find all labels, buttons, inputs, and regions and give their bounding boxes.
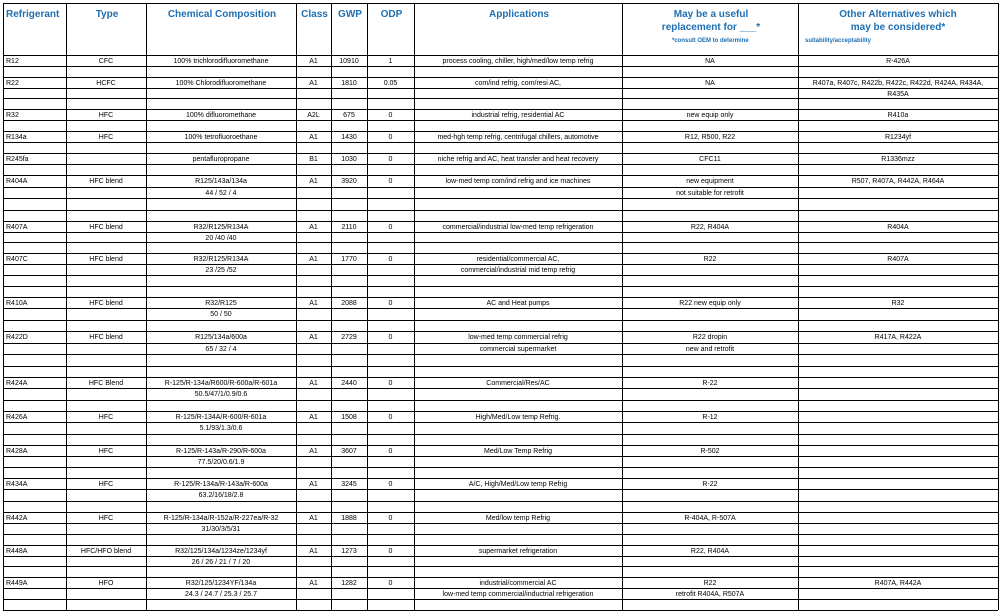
cell-class: A1: [309, 334, 318, 341]
cell-composition: 50 / 50: [210, 311, 232, 318]
cell-type: HFO: [98, 580, 114, 587]
cell-refrigerant: R32: [6, 112, 19, 119]
row-subline: [3, 366, 998, 367]
cell-alternatives: R435A: [887, 91, 909, 98]
cell-type: HCFC: [96, 80, 116, 87]
cell-composition: R-125/R-143a/R-290/R-600a: [176, 448, 266, 455]
column-divider: [3, 3, 4, 610]
cell-composition: pentafluropropane: [192, 156, 250, 163]
row-border: [3, 221, 998, 222]
cell-odp: 0: [388, 178, 393, 185]
header-odp: ODP: [380, 9, 403, 20]
cell-gwp: 1770: [341, 256, 357, 263]
cell-odp: 0: [388, 448, 393, 455]
row-border: [3, 610, 998, 611]
cell-composition: 5.1/93/1.3/0.6: [199, 425, 243, 432]
cell-odp: 0: [388, 414, 393, 421]
cell-refrigerant: R245fa: [6, 156, 29, 163]
cell-class: B1: [309, 156, 318, 163]
cell-gwp: 2440: [341, 380, 357, 387]
cell-composition: 100% difluoromethane: [185, 112, 257, 119]
header-gwp: GWP: [338, 9, 362, 20]
cell-odp: 0: [388, 515, 393, 522]
row-subline: [3, 198, 998, 199]
row-border: [3, 331, 998, 332]
cell-applications: industrial/commercial AC: [479, 580, 557, 587]
cell-odp: 0: [388, 380, 393, 387]
cell-composition: R-125/R-134A/R-600/R-601a: [175, 414, 267, 421]
cell-refrigerant: R422D: [6, 334, 28, 341]
cell-gwp: 2729: [341, 334, 357, 341]
row-subline: [3, 501, 998, 502]
row-subline: [3, 434, 998, 435]
cell-type: HFC Blend: [88, 380, 124, 387]
cell-replacement: R22 dropin: [692, 334, 728, 341]
row-subline: [3, 523, 998, 524]
cell-refrigerant: R434A: [6, 481, 28, 488]
row-subline: [3, 489, 998, 490]
header-applications: Applications: [488, 9, 549, 20]
row-subline: [3, 320, 998, 321]
row-subline: [3, 388, 998, 389]
row-subline: [3, 142, 998, 143]
cell-applications: industrial refrig, residential AC: [471, 112, 565, 119]
cell-composition: 50.5/47/1/0.9/0.6: [194, 391, 248, 398]
header-alternatives-note: suitability/acceptability: [805, 38, 872, 44]
cell-replacement: not suitable for retrofit: [676, 190, 744, 197]
row-border: [3, 253, 998, 254]
cell-odp: 0: [388, 548, 393, 555]
cell-replacement: new and retrofit: [685, 346, 735, 353]
cell-refrigerant: R410A: [6, 300, 28, 307]
cell-odp: 0: [388, 156, 393, 163]
header-replacement-note: *consult OEM to determine: [672, 38, 749, 44]
cell-gwp: 10910: [339, 58, 359, 65]
cell-type: HFC: [98, 515, 114, 522]
cell-composition: R32/R125: [205, 300, 237, 307]
row-subline: [3, 308, 998, 309]
row-border: [3, 297, 998, 298]
cell-type: HFC blend: [89, 334, 123, 341]
cell-replacement: new equip only: [686, 112, 734, 119]
cell-replacement: CFC11: [699, 156, 721, 163]
cell-class: A1: [309, 256, 318, 263]
cell-alternatives: R1234yf: [884, 134, 912, 141]
row-subline: [3, 534, 998, 535]
cell-refrigerant: R448A: [6, 548, 28, 555]
row-subline: [3, 343, 998, 344]
cell-composition: 100% trichlorodifluoromethane: [173, 58, 269, 65]
cell-odp: 1: [388, 58, 393, 65]
cell-replacement: R12, R500, R22: [684, 134, 736, 141]
cell-replacement: retrofit R404A, R507A: [675, 591, 745, 598]
cell-gwp: 3920: [341, 178, 357, 185]
row-border: [3, 131, 998, 132]
cell-replacement: R22: [703, 256, 717, 263]
cell-refrigerant: R424A: [6, 380, 28, 387]
cell-composition: 63.2/16/18/2.8: [198, 492, 244, 499]
row-border: [3, 77, 998, 78]
cell-class: A1: [309, 178, 318, 185]
cell-replacement: new equipment: [686, 178, 734, 185]
cell-type: HFC: [98, 481, 114, 488]
cell-applications: commercial/industrial low-med temp refrigeration: [442, 224, 594, 231]
cell-applications: med-hgh temp refrig, centrifugal chillers, automotive: [437, 134, 599, 141]
cell-composition: 100% Chlorodifluoromethane: [175, 80, 267, 87]
cell-alternatives: R1336mzz: [881, 156, 915, 163]
cell-gwp: 2088: [341, 300, 357, 307]
cell-applications: commercial supermarket: [479, 346, 557, 353]
cell-applications: low-med temp com/ind refrig and ice machines: [445, 178, 591, 185]
cell-odp: 0: [388, 256, 393, 263]
cell-replacement: R-404A, R-507A: [684, 515, 736, 522]
cell-replacement: R22, R404A: [690, 224, 730, 231]
row-subline: [3, 556, 998, 557]
cell-odp: 0.05: [383, 80, 398, 87]
row-subline: [3, 164, 998, 165]
cell-replacement: R-22: [702, 481, 718, 488]
cell-gwp: 2110: [341, 224, 357, 231]
cell-applications: process cooling, chiller, high/med/low temp refrig: [442, 58, 594, 65]
cell-gwp: 1888: [341, 515, 357, 522]
cell-refrigerant: R449A: [6, 580, 28, 587]
row-subline: [3, 275, 998, 276]
cell-composition: R32/R125/R134A: [193, 256, 249, 263]
cell-refrigerant: R407A: [6, 224, 28, 231]
cell-composition: R-125/R-134a/R-143a/R-600a: [174, 481, 268, 488]
cell-applications: High/Med/Low temp Refrig.: [475, 414, 561, 421]
header-replacement-line2: replacement for ___*: [661, 22, 761, 33]
cell-applications: residential/commercial AC,: [476, 256, 560, 263]
cell-refrigerant: R404A: [6, 178, 28, 185]
cell-type: HFC: [98, 134, 114, 141]
column-divider: [998, 3, 999, 610]
cell-applications: niche refrig and AC, heat transfer and heat recovery: [437, 156, 599, 163]
cell-alternatives: R407a, R407c, R422b, R422c, R422d, R424A, R434A,: [812, 80, 984, 87]
cell-composition: R125/143a/134a: [195, 178, 247, 185]
cell-odp: 0: [388, 334, 393, 341]
row-subline: [3, 120, 998, 121]
row-border: [3, 153, 998, 154]
cell-type: HFC blend: [89, 256, 123, 263]
cell-type: HFC/HFO blend: [80, 548, 132, 555]
cell-replacement: R-12: [702, 414, 718, 421]
cell-gwp: 1273: [341, 548, 357, 555]
cell-class: A1: [309, 515, 318, 522]
header-alternatives-line2: may be considered*: [850, 22, 946, 33]
cell-class: A2L: [307, 112, 320, 119]
cell-odp: 0: [388, 580, 393, 587]
row-subline: [3, 599, 998, 600]
header-bottom-border: [3, 55, 998, 56]
header-alternatives-line1: Other Alternatives which: [839, 9, 957, 20]
cell-odp: 0: [388, 112, 393, 119]
row-border: [3, 478, 998, 479]
cell-applications: low-med temp commercial refrig: [468, 334, 568, 341]
cell-odp: 0: [388, 300, 393, 307]
cell-refrigerant: R22: [6, 80, 19, 87]
cell-refrigerant: R428A: [6, 448, 28, 455]
row-subline: [3, 66, 998, 67]
cell-alternatives: R-426A: [886, 58, 910, 65]
cell-alternatives: R407A, R442A: [874, 580, 922, 587]
cell-type: HFC blend: [89, 178, 123, 185]
row-subline: [3, 286, 998, 287]
row-subline: [3, 232, 998, 233]
cell-applications: Med/Low Temp Refrig: [484, 448, 552, 455]
cell-alternatives: R417A, R422A: [874, 334, 922, 341]
cell-composition: 100% tetrofluoroethane: [184, 134, 258, 141]
cell-class: A1: [309, 414, 318, 421]
row-border: [3, 577, 998, 578]
cell-gwp: 1810: [341, 80, 357, 87]
cell-refrigerant: R442A: [6, 515, 28, 522]
header-type: Type: [95, 9, 119, 20]
cell-gwp: 3607: [341, 448, 357, 455]
row-border: [3, 545, 998, 546]
cell-composition: 20 /40 /40: [205, 235, 237, 242]
cell-replacement: R22 new equip only: [679, 300, 741, 307]
cell-composition: R32/R125/R134A: [193, 224, 249, 231]
cell-composition: R-125/R-134a/R-152a/R-227ea/R-32: [163, 515, 279, 522]
cell-refrigerant: R12: [6, 58, 19, 65]
row-subline: [3, 588, 998, 589]
cell-type: HFC: [98, 112, 114, 119]
cell-composition: R32/125/134a/1234ze/1234yf: [175, 548, 267, 555]
cell-replacement: R-22: [702, 380, 718, 387]
row-border: [3, 109, 998, 110]
row-border: [3, 377, 998, 378]
cell-type: HFC: [98, 448, 114, 455]
cell-class: A1: [309, 134, 318, 141]
cell-class: A1: [309, 481, 318, 488]
row-subline: [3, 400, 998, 401]
cell-composition: R-125/R-134a/R600/R-600a/R-601a: [164, 380, 278, 387]
cell-gwp: 675: [343, 112, 355, 119]
cell-replacement: NA: [705, 58, 715, 65]
cell-class: A1: [309, 380, 318, 387]
cell-replacement: NA: [705, 80, 715, 87]
cell-class: A1: [309, 448, 318, 455]
cell-type: HFC blend: [89, 224, 123, 231]
cell-applications: supermarket refrigeration: [478, 548, 558, 555]
table-top-border: [3, 3, 998, 4]
cell-alternatives: R410a: [887, 112, 909, 119]
cell-type: HFC: [98, 414, 114, 421]
cell-replacement: R-502: [700, 448, 720, 455]
cell-class: A1: [309, 58, 318, 65]
cell-class: A1: [309, 548, 318, 555]
cell-alternatives: R407A: [887, 256, 909, 263]
cell-class: A1: [309, 80, 318, 87]
cell-applications: commercial/industrial mid temp refrig: [460, 267, 576, 274]
cell-class: A1: [309, 580, 318, 587]
row-subline: [3, 264, 998, 265]
cell-applications: Med/low temp Refrig: [485, 515, 551, 522]
cell-alternatives: R32: [891, 300, 905, 307]
cell-type: CFC: [98, 58, 114, 65]
row-subline: [3, 456, 998, 457]
cell-class: A1: [309, 300, 318, 307]
row-subline: [3, 354, 998, 355]
cell-gwp: 1508: [341, 414, 357, 421]
cell-gwp: 3245: [341, 481, 357, 488]
cell-replacement: R22: [703, 580, 717, 587]
cell-composition: 65 / 32 / 4: [205, 346, 237, 353]
cell-applications: A/C, High/Med/Low temp Refrig: [468, 481, 568, 488]
row-border: [3, 445, 998, 446]
cell-applications: Commercial/Res/AC: [486, 380, 550, 387]
row-subline: [3, 187, 998, 188]
header-replacement-line1: May be a useful: [673, 9, 749, 20]
cell-applications: AC and Heat pumps: [486, 300, 550, 307]
cell-refrigerant: R426A: [6, 414, 28, 421]
cell-applications: low-med temp commercial/inductrial refrigeration: [442, 591, 594, 598]
cell-applications: com/ind refrig, com/resi AC,: [475, 80, 561, 87]
cell-class: A1: [309, 224, 318, 231]
cell-refrigerant: R134a: [6, 134, 27, 141]
cell-refrigerant: R407C: [6, 256, 28, 263]
cell-gwp: 1430: [341, 134, 357, 141]
cell-composition: 44 / 52 / 4: [205, 190, 237, 197]
cell-alternatives: R507, R407A, R442A, R464A: [851, 178, 945, 185]
cell-composition: R32/125/1234YF/134a: [185, 580, 257, 587]
cell-composition: 77.5/20/0.6/1.9: [197, 459, 245, 466]
cell-composition: 24.3 / 24.7 / 25.3 / 25.7: [185, 591, 257, 598]
cell-composition: 23 /25 /52: [205, 267, 237, 274]
cell-odp: 0: [388, 224, 393, 231]
cell-gwp: 1030: [341, 156, 357, 163]
cell-gwp: 1282: [341, 580, 357, 587]
cell-composition: 31/30/3/5/31: [201, 526, 241, 533]
row-border: [3, 175, 998, 176]
header-class: Class: [301, 9, 328, 20]
cell-odp: 0: [388, 134, 393, 141]
row-subline: [3, 88, 998, 89]
cell-odp: 0: [388, 481, 393, 488]
row-subline: [3, 422, 998, 423]
header-refrigerant: Refrigerant: [6, 9, 60, 20]
cell-composition: R125/134a/600a: [195, 334, 247, 341]
cell-alternatives: R404A: [887, 224, 909, 231]
cell-composition: 26 / 26 / 21 / 7 / 20: [191, 559, 251, 566]
row-border: [3, 411, 998, 412]
row-subline: [3, 467, 998, 468]
cell-type: HFC blend: [89, 300, 123, 307]
row-border: [3, 512, 998, 513]
row-subline: [3, 210, 998, 211]
header-chemical-composition: Chemical Composition: [167, 9, 277, 20]
cell-replacement: R22, R404A: [690, 548, 730, 555]
